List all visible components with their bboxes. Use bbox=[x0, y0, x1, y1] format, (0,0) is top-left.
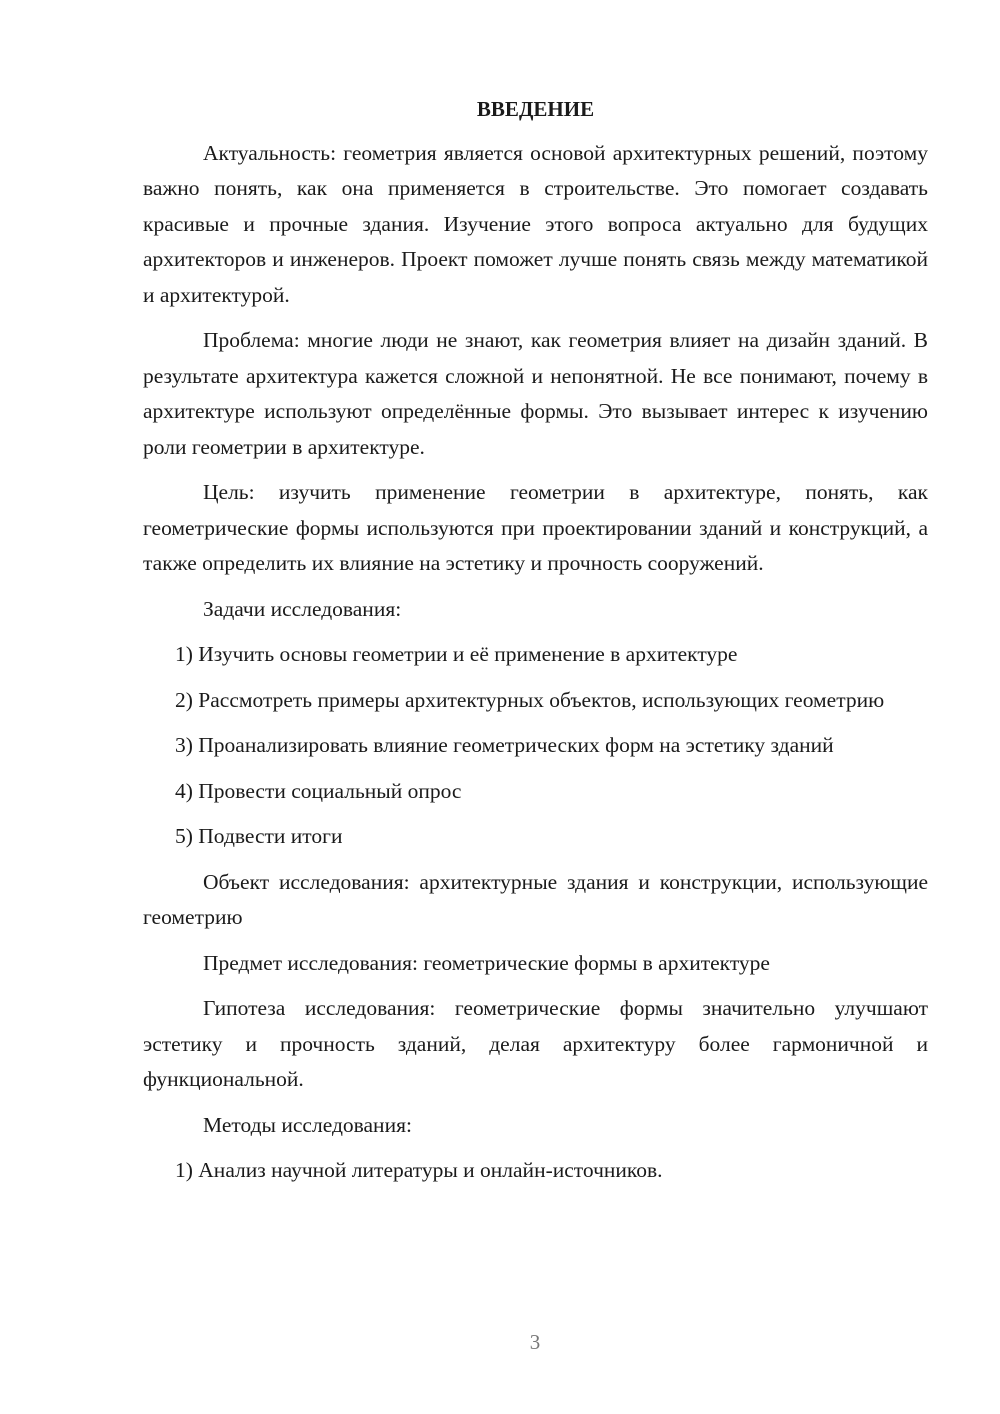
paragraph-hypothesis: Гипотеза исследования: геометрические формы значительно улучшают эстетику и прочность зданий, делая архитектуру более гармоничной и функциональной. bbox=[143, 996, 928, 1091]
task-item: 5) Подвести итоги bbox=[175, 824, 343, 848]
task-item: 1) Изучить основы геометрии и её применение в архитектуре bbox=[175, 642, 738, 666]
paragraph-goal: Цель: изучить применение геометрии в архитектуре, понять, как геометрические формы используются при проектировании зданий и конструкций, а также определить их влияние на эстетику и прочность сооружений. bbox=[143, 480, 928, 575]
page-number: 3 bbox=[529, 1330, 541, 1354]
paragraph-relevance: Актуальность: геометрия является основой архитектурных решений, поэтому важно понять, как она применяется в строительстве. Это помогает создавать красивые и прочные здания. Изучение этого вопроса актуально для будущих архитекторов и инженеров. Проект поможет лучше понять связь между математикой и архитектурой. bbox=[143, 140, 928, 307]
task-item: 2) Рассмотреть примеры архитектурных объектов, использующих геометрию bbox=[175, 687, 885, 712]
paragraph-object: Объект исследования: архитектурные здания и конструкции, использующие геометрию bbox=[143, 869, 928, 929]
task-item: 4) Провести социальный опрос bbox=[175, 778, 462, 803]
paragraph-problem: Проблема: многие люди не знают, как геометрия влияет на дизайн зданий. В результате архитектура кажется сложной и непонятной. Не все понимают, почему в архитектуре используют определённые формы. Это вызывает интерес к изучению роли геометрии в архитектуре. bbox=[143, 328, 928, 459]
paragraph-subject: Предмет исследования: геометрические формы в архитектуре bbox=[203, 950, 770, 975]
paragraph-methods-heading: Методы исследования: bbox=[203, 1112, 412, 1137]
method-item: 1) Анализ научной литературы и онлайн-источников. bbox=[175, 1158, 663, 1182]
document-page bbox=[143, 92, 928, 1199]
task-item: 3) Проанализировать влияние геометрических форм на эстетику зданий bbox=[175, 733, 834, 757]
paragraph-tasks-heading: Задачи исследования: bbox=[203, 596, 402, 621]
document-title: ВВЕДЕНИЕ bbox=[476, 97, 595, 121]
